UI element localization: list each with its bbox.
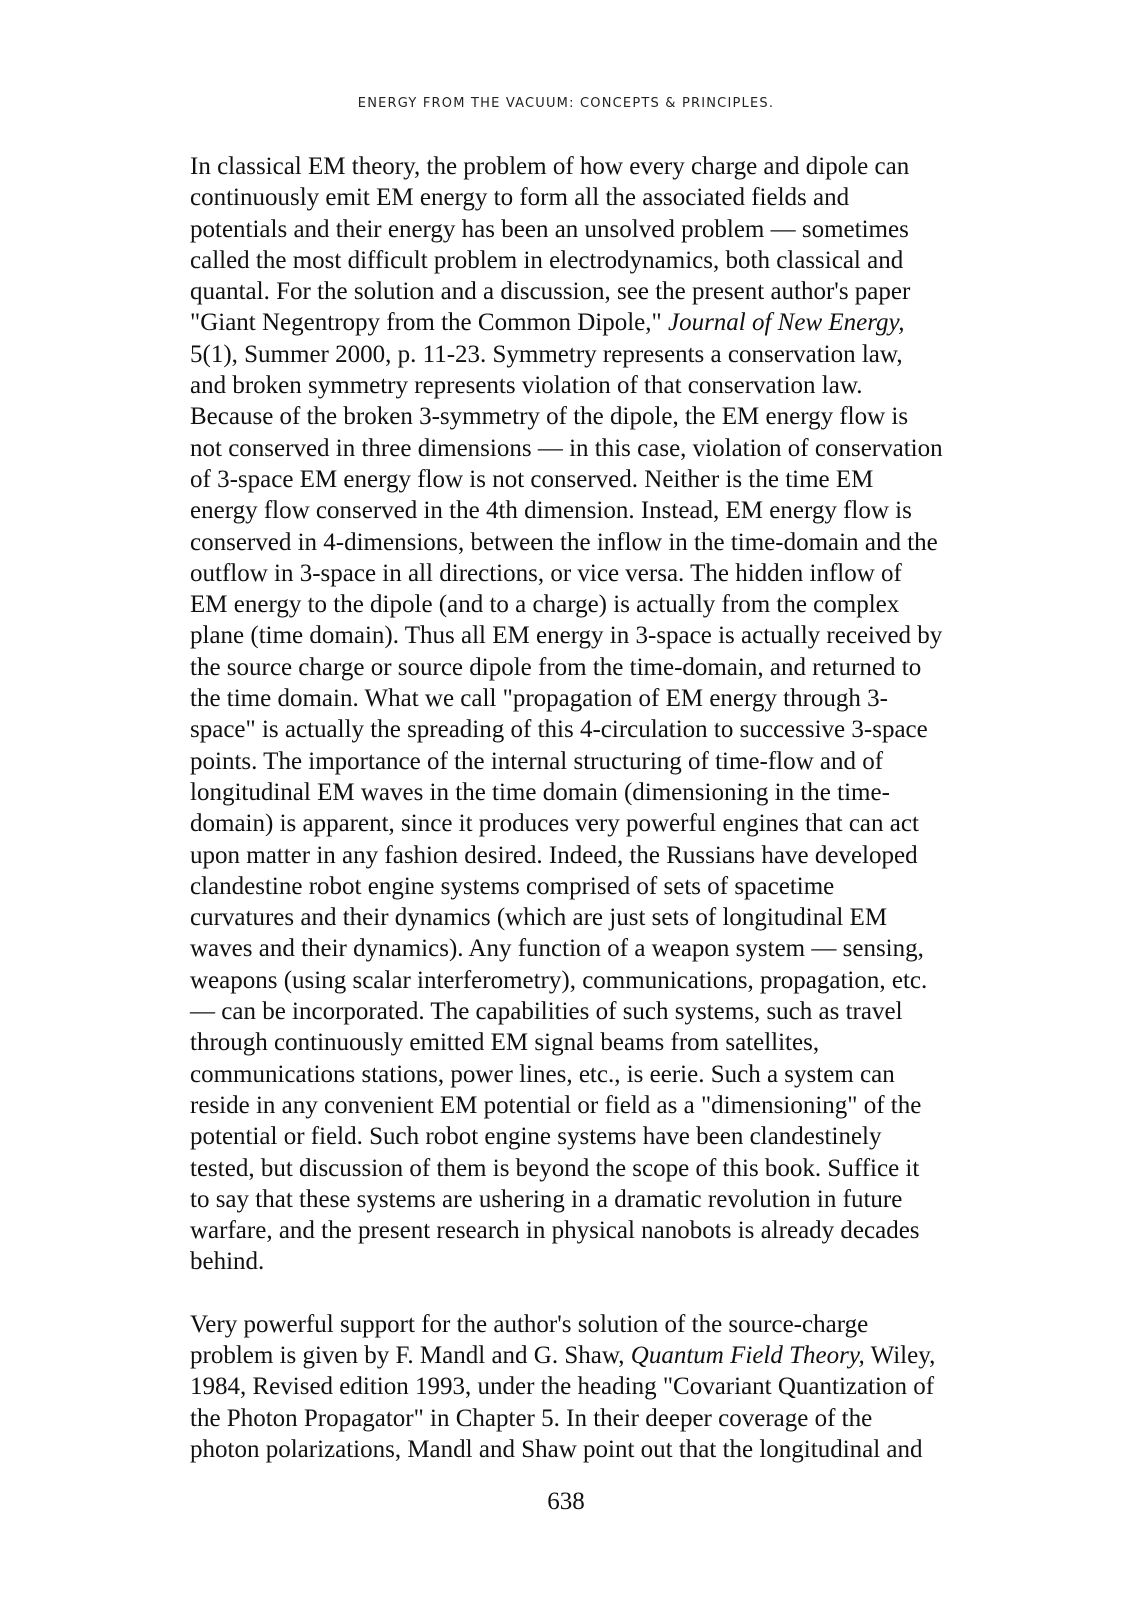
text-line: energy flow conserved in the 4th dimension. Instead, EM energy flow is [190, 497, 912, 525]
text-line: quantal. For the solution and a discussion, see the present author's paper [190, 278, 911, 306]
text-segment: Wiley, [864, 1341, 936, 1369]
text-line: 5(1), Summer 2000, p. 11-23. Symmetry represents a conservation law, [190, 340, 903, 368]
running-header: ENERGY FROM THE VACUUM: CONCEPTS & PRINCIPLES. [357, 96, 775, 111]
text-line: photon polarizations, Mandl and Shaw point out that the longitudinal and [190, 1435, 923, 1463]
book-title: Quantum Field Theory, [630, 1341, 865, 1369]
text-line: the time domain. What we call "propagation of EM energy through 3- [190, 685, 888, 713]
text-line: potential or field. Such robot engine systems have been clandestinely [190, 1123, 882, 1151]
text-line: and broken symmetry represents violation of that conservation law. [190, 372, 863, 400]
text-line: called the most difficult problem in electrodynamics, both classical and [190, 246, 904, 274]
text-line: outflow in 3-space in all directions, or vice versa. The hidden inflow of [190, 559, 902, 587]
page-number: 638 [547, 1488, 585, 1515]
paragraph-mandl-shaw [190, 1309, 1052, 1465]
text-line: continuously emit EM energy to form all the associated fields and [190, 184, 850, 212]
text-line: the source charge or source dipole from the time-domain, and returned to [190, 653, 922, 681]
text-line: Because of the broken 3-symmetry of the dipole, the EM energy flow is [190, 403, 909, 431]
text-line: potentials and their energy has been an unsolved problem — sometimes [190, 215, 909, 243]
text-line: not conserved in three dimensions — in this case, violation of conservation [190, 434, 943, 462]
text-line: domain) is apparent, since it produces very powerful engines that can act [190, 810, 919, 838]
journal-title: Journal of New Energy, [667, 309, 905, 337]
text-line: longitudinal EM waves in the time domain (dimensioning in the time- [190, 778, 890, 806]
text-line-with-book-title [190, 1340, 1052, 1371]
text-line: weapons (using scalar interferometry), communications, propagation, etc. [190, 966, 928, 994]
text-line: points. The importance of the internal structuring of time-flow and of [190, 747, 884, 775]
paragraph-source-charge-problem [190, 151, 1052, 1278]
text-line: — can be incorporated. The capabilities of such systems, such as travel [190, 998, 903, 1026]
text-line: to say that these systems are ushering in a dramatic revolution in future [190, 1185, 903, 1213]
text-line: communications stations, power lines, etc., is eerie. Such a system can [190, 1060, 895, 1088]
text-line: reside in any convenient EM potential or field as a "dimensioning" of the [190, 1091, 922, 1119]
text-line: the Photon Propagator" in Chapter 5. In their deeper coverage of the [190, 1404, 873, 1432]
text-line: In classical EM theory, the problem of how every charge and dipole can [190, 153, 910, 180]
text-line: warfare, and the present research in physical nanobots is already decades [190, 1217, 920, 1245]
text-line: plane (time domain). Thus all EM energy in 3-space is actually received by [190, 622, 943, 650]
text-line: space" is actually the spreading of this 4-circulation to successive 3-space [190, 716, 928, 744]
citation-paper-title: "Giant Negentropy from the Common Dipole," [190, 309, 662, 337]
text-line: clandestine robot engine systems comprised of sets of spacetime [190, 872, 835, 900]
text-line-with-citation [190, 307, 1052, 338]
text-line: waves and their dynamics). Any function of a weapon system — sensing, [190, 935, 924, 963]
paragraph-spacer [190, 1278, 1052, 1309]
text-line: curvatures and their dynamics (which are just sets of longitudinal EM [190, 904, 888, 932]
text-line: EM energy to the dipole (and to a charge) is actually from the complex [190, 591, 900, 619]
text-segment: problem is given by F. Mandl and G. Shaw, [190, 1341, 631, 1369]
text-line: upon matter in any fashion desired. Indeed, the Russians have developed [190, 841, 918, 869]
text-line: behind. [190, 1248, 265, 1276]
text-line: Very powerful support for the author's solution of the source-charge [190, 1310, 869, 1338]
text-line: 1984, Revised edition 1993, under the heading "Covariant Quantization of [190, 1373, 935, 1401]
text-line: tested, but discussion of them is beyond the scope of this book. Suffice it [190, 1154, 920, 1182]
text-line: of 3-space EM energy flow is not conserved. Neither is the time EM [190, 465, 874, 493]
text-line: through continuously emitted EM signal beams from satellites, [190, 1029, 820, 1057]
text-line: conserved in 4-dimensions, between the inflow in the time-domain and the [190, 528, 938, 556]
body-text [190, 151, 1052, 1465]
